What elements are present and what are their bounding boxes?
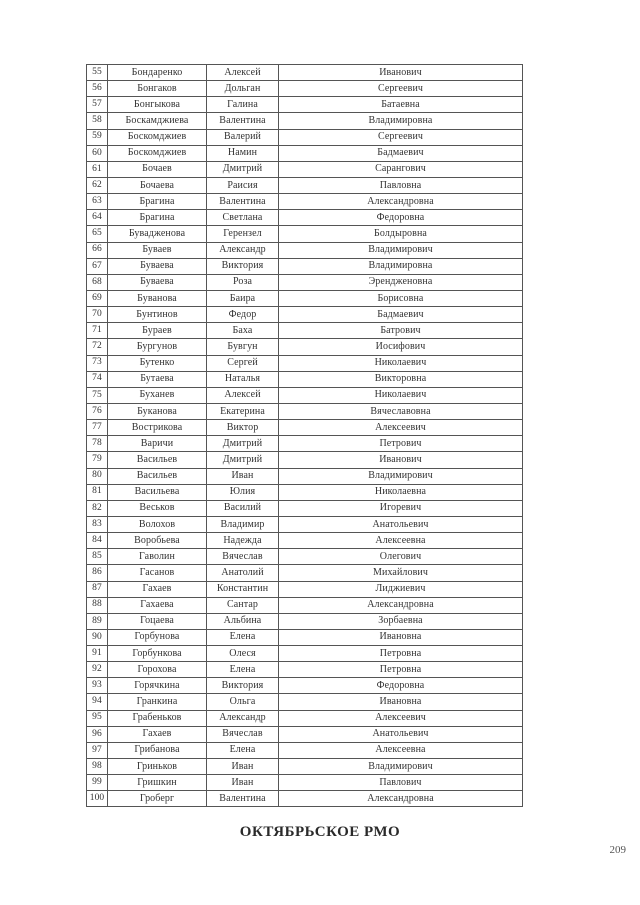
surname-cell: Гоцаева	[108, 613, 207, 629]
first-name-cell: Валентина	[207, 194, 279, 210]
patronymic-cell: Анатольевич	[279, 726, 523, 742]
surname-cell: Бураев	[108, 323, 207, 339]
patronymic-cell: Эрендженовна	[279, 274, 523, 290]
patronymic-cell: Владимировна	[279, 113, 523, 129]
first-name-cell: Олеся	[207, 646, 279, 662]
first-name-cell: Иван	[207, 468, 279, 484]
first-name-cell: Дмитрий	[207, 452, 279, 468]
first-name-cell: Наталья	[207, 371, 279, 387]
surname-cell: Варичи	[108, 436, 207, 452]
first-name-cell: Анатолий	[207, 565, 279, 581]
surname-cell: Гриньков	[108, 759, 207, 775]
row-number-cell: 67	[87, 258, 108, 274]
patronymic-cell: Сарангович	[279, 161, 523, 177]
table-row	[87, 355, 523, 371]
surname-cell: Васильев	[108, 468, 207, 484]
table-row	[87, 775, 523, 791]
patronymic-cell: Николаевич	[279, 387, 523, 403]
row-number-cell: 78	[87, 436, 108, 452]
first-name-cell: Дмитрий	[207, 436, 279, 452]
patronymic-cell: Федоровна	[279, 678, 523, 694]
first-name-cell: Виктория	[207, 258, 279, 274]
surname-cell: Веськов	[108, 500, 207, 516]
first-name-cell: Елена	[207, 742, 279, 758]
row-number-cell: 94	[87, 694, 108, 710]
patronymic-cell: Александровна	[279, 791, 523, 807]
surname-cell: Буканова	[108, 403, 207, 419]
first-name-cell: Вячеслав	[207, 726, 279, 742]
patronymic-cell: Алексеевна	[279, 533, 523, 549]
patronymic-cell: Николаевна	[279, 484, 523, 500]
table-row	[87, 307, 523, 323]
first-name-cell: Светлана	[207, 210, 279, 226]
row-number-cell: 95	[87, 710, 108, 726]
row-number-cell: 70	[87, 307, 108, 323]
first-name-cell: Юлия	[207, 484, 279, 500]
surname-cell: Бонгыкова	[108, 97, 207, 113]
first-name-cell: Дольган	[207, 81, 279, 97]
surname-cell: Буванова	[108, 290, 207, 306]
first-name-cell: Герензел	[207, 226, 279, 242]
row-number-cell: 97	[87, 742, 108, 758]
patronymic-cell: Иванович	[279, 65, 523, 81]
patronymic-cell: Зорбаевна	[279, 613, 523, 629]
first-name-cell: Надежда	[207, 533, 279, 549]
surname-cell: Воробьева	[108, 533, 207, 549]
patronymic-cell: Петровна	[279, 646, 523, 662]
first-name-cell: Алексей	[207, 387, 279, 403]
first-name-cell: Баха	[207, 323, 279, 339]
first-name-cell: Сергей	[207, 355, 279, 371]
table-row	[87, 387, 523, 403]
table-row	[87, 791, 523, 807]
first-name-cell: Александр	[207, 242, 279, 258]
row-number-cell: 55	[87, 65, 108, 81]
row-number-cell: 59	[87, 129, 108, 145]
first-name-cell: Ольга	[207, 694, 279, 710]
surname-cell: Волохов	[108, 516, 207, 532]
patronymic-cell: Владимирович	[279, 759, 523, 775]
table-row	[87, 371, 523, 387]
surname-cell: Гришкин	[108, 775, 207, 791]
surname-cell: Гахаев	[108, 726, 207, 742]
row-number-cell: 72	[87, 339, 108, 355]
first-name-cell: Галина	[207, 97, 279, 113]
surname-cell: Гаволин	[108, 549, 207, 565]
row-number-cell: 63	[87, 194, 108, 210]
first-name-cell: Намин	[207, 145, 279, 161]
table-row	[87, 97, 523, 113]
surname-cell: Горбунова	[108, 629, 207, 645]
first-name-cell: Бувгун	[207, 339, 279, 355]
first-name-cell: Валентина	[207, 113, 279, 129]
row-number-cell: 57	[87, 97, 108, 113]
table-row	[87, 533, 523, 549]
patronymic-cell: Владимирович	[279, 468, 523, 484]
first-name-cell: Василий	[207, 500, 279, 516]
patronymic-cell: Александровна	[279, 597, 523, 613]
patronymic-cell: Петровна	[279, 662, 523, 678]
table-row	[87, 629, 523, 645]
row-number-cell: 60	[87, 145, 108, 161]
surname-cell: Буханев	[108, 387, 207, 403]
patronymic-cell: Владимировна	[279, 258, 523, 274]
patronymic-cell: Павлович	[279, 775, 523, 791]
row-number-cell: 82	[87, 500, 108, 516]
first-name-cell: Александр	[207, 710, 279, 726]
surname-cell: Боскомджиев	[108, 129, 207, 145]
table-row	[87, 484, 523, 500]
patronymic-cell: Олегович	[279, 549, 523, 565]
patronymic-cell: Михайлович	[279, 565, 523, 581]
surname-cell: Бочаева	[108, 177, 207, 193]
patronymic-cell: Сергеевич	[279, 81, 523, 97]
roster-table	[86, 64, 523, 807]
surname-cell: Бонгаков	[108, 81, 207, 97]
patronymic-cell: Иосифович	[279, 339, 523, 355]
patronymic-cell: Алексеевич	[279, 710, 523, 726]
surname-cell: Грибанова	[108, 742, 207, 758]
patronymic-cell: Ивановна	[279, 694, 523, 710]
surname-cell: Буваев	[108, 242, 207, 258]
first-name-cell: Алексей	[207, 65, 279, 81]
table-row	[87, 452, 523, 468]
patronymic-cell: Сергеевич	[279, 129, 523, 145]
row-number-cell: 73	[87, 355, 108, 371]
patronymic-cell: Борисовна	[279, 290, 523, 306]
surname-cell: Брагина	[108, 194, 207, 210]
surname-cell: Горбункова	[108, 646, 207, 662]
row-number-cell: 61	[87, 161, 108, 177]
row-number-cell: 76	[87, 403, 108, 419]
table-row	[87, 678, 523, 694]
patronymic-cell: Алексеевна	[279, 742, 523, 758]
surname-cell: Бутаева	[108, 371, 207, 387]
patronymic-cell: Бадмаевич	[279, 145, 523, 161]
patronymic-cell: Батаевна	[279, 97, 523, 113]
table-row	[87, 323, 523, 339]
patronymic-cell: Анатольевич	[279, 516, 523, 532]
patronymic-cell: Бадмаевич	[279, 307, 523, 323]
table-row	[87, 662, 523, 678]
first-name-cell: Валерий	[207, 129, 279, 145]
surname-cell: Гасанов	[108, 565, 207, 581]
first-name-cell: Раисия	[207, 177, 279, 193]
surname-cell: Бондаренко	[108, 65, 207, 81]
table-row	[87, 549, 523, 565]
row-number-cell: 80	[87, 468, 108, 484]
first-name-cell: Константин	[207, 581, 279, 597]
patronymic-cell: Петрович	[279, 436, 523, 452]
surname-cell: Бургунов	[108, 339, 207, 355]
surname-cell: Бочаев	[108, 161, 207, 177]
table-row	[87, 129, 523, 145]
row-number-cell: 98	[87, 759, 108, 775]
table-row	[87, 274, 523, 290]
surname-cell: Боскамджиева	[108, 113, 207, 129]
row-number-cell: 81	[87, 484, 108, 500]
district-title: ОКТЯБРЬСКОЕ РМО	[239, 824, 401, 840]
table-row	[87, 500, 523, 516]
table-row	[87, 161, 523, 177]
first-name-cell: Екатерина	[207, 403, 279, 419]
table-row	[87, 436, 523, 452]
table-row	[87, 65, 523, 81]
first-name-cell: Елена	[207, 629, 279, 645]
patronymic-cell: Владимирович	[279, 242, 523, 258]
patronymic-cell: Николаевич	[279, 355, 523, 371]
table-row	[87, 113, 523, 129]
table-row	[87, 516, 523, 532]
table-row	[87, 81, 523, 97]
table-row	[87, 710, 523, 726]
table-row	[87, 759, 523, 775]
row-number-cell: 75	[87, 387, 108, 403]
first-name-cell: Федор	[207, 307, 279, 323]
row-number-cell: 93	[87, 678, 108, 694]
first-name-cell: Сантар	[207, 597, 279, 613]
table-row	[87, 242, 523, 258]
row-number-cell: 74	[87, 371, 108, 387]
table-row	[87, 468, 523, 484]
surname-cell: Брагина	[108, 210, 207, 226]
surname-cell: Гранкина	[108, 694, 207, 710]
patronymic-cell: Викторовна	[279, 371, 523, 387]
table-row	[87, 694, 523, 710]
patronymic-cell: Батрович	[279, 323, 523, 339]
table-row	[87, 194, 523, 210]
table-row	[87, 258, 523, 274]
row-number-cell: 64	[87, 210, 108, 226]
table-row	[87, 177, 523, 193]
patronymic-cell: Алексеевич	[279, 420, 523, 436]
table-row	[87, 646, 523, 662]
table-row	[87, 420, 523, 436]
table-row	[87, 742, 523, 758]
table-row	[87, 597, 523, 613]
table-row	[87, 210, 523, 226]
row-number-cell: 62	[87, 177, 108, 193]
first-name-cell: Валентина	[207, 791, 279, 807]
patronymic-cell: Лиджиевич	[279, 581, 523, 597]
roster-table-body	[87, 65, 523, 807]
surname-cell: Бувадженова	[108, 226, 207, 242]
document-page	[86, 64, 522, 807]
table-row	[87, 145, 523, 161]
patronymic-cell: Александровна	[279, 194, 523, 210]
first-name-cell: Виктор	[207, 420, 279, 436]
surname-cell: Буваева	[108, 258, 207, 274]
first-name-cell: Альбина	[207, 613, 279, 629]
surname-cell: Горячкина	[108, 678, 207, 694]
row-number-cell: 85	[87, 549, 108, 565]
first-name-cell: Роза	[207, 274, 279, 290]
first-name-cell: Елена	[207, 662, 279, 678]
row-number-cell: 91	[87, 646, 108, 662]
first-name-cell: Баира	[207, 290, 279, 306]
first-name-cell: Владимир	[207, 516, 279, 532]
first-name-cell: Дмитрий	[207, 161, 279, 177]
surname-cell: Гроберг	[108, 791, 207, 807]
surname-cell: Бутенко	[108, 355, 207, 371]
first-name-cell: Иван	[207, 759, 279, 775]
surname-cell: Грабеньков	[108, 710, 207, 726]
patronymic-cell: Иванович	[279, 452, 523, 468]
row-number-cell: 56	[87, 81, 108, 97]
row-number-cell: 90	[87, 629, 108, 645]
row-number-cell: 71	[87, 323, 108, 339]
surname-cell: Боскомджиев	[108, 145, 207, 161]
table-row	[87, 565, 523, 581]
table-row	[87, 581, 523, 597]
row-number-cell: 96	[87, 726, 108, 742]
table-row	[87, 613, 523, 629]
first-name-cell: Виктория	[207, 678, 279, 694]
row-number-cell: 84	[87, 533, 108, 549]
table-row	[87, 290, 523, 306]
row-number-cell: 79	[87, 452, 108, 468]
row-number-cell: 65	[87, 226, 108, 242]
surname-cell: Горохова	[108, 662, 207, 678]
surname-cell: Васильева	[108, 484, 207, 500]
row-number-cell: 99	[87, 775, 108, 791]
row-number-cell: 68	[87, 274, 108, 290]
surname-cell: Вострикова	[108, 420, 207, 436]
first-name-cell: Вячеслав	[207, 549, 279, 565]
row-number-cell: 87	[87, 581, 108, 597]
row-number-cell: 86	[87, 565, 108, 581]
surname-cell: Бунтинов	[108, 307, 207, 323]
row-number-cell: 69	[87, 290, 108, 306]
table-row	[87, 726, 523, 742]
patronymic-cell: Игоревич	[279, 500, 523, 516]
table-row	[87, 403, 523, 419]
row-number-cell: 92	[87, 662, 108, 678]
patronymic-cell: Ивановна	[279, 629, 523, 645]
row-number-cell: 58	[87, 113, 108, 129]
surname-cell: Васильев	[108, 452, 207, 468]
page-number: 209	[609, 844, 626, 856]
row-number-cell: 100	[87, 791, 108, 807]
surname-cell: Гахаев	[108, 581, 207, 597]
first-name-cell: Иван	[207, 775, 279, 791]
surname-cell: Гахаева	[108, 597, 207, 613]
table-row	[87, 226, 523, 242]
surname-cell: Буваева	[108, 274, 207, 290]
table-row	[87, 339, 523, 355]
row-number-cell: 66	[87, 242, 108, 258]
row-number-cell: 83	[87, 516, 108, 532]
patronymic-cell: Павловна	[279, 177, 523, 193]
row-number-cell: 89	[87, 613, 108, 629]
row-number-cell: 88	[87, 597, 108, 613]
patronymic-cell: Вячеславовна	[279, 403, 523, 419]
patronymic-cell: Болдыровна	[279, 226, 523, 242]
patronymic-cell: Федоровна	[279, 210, 523, 226]
row-number-cell: 77	[87, 420, 108, 436]
